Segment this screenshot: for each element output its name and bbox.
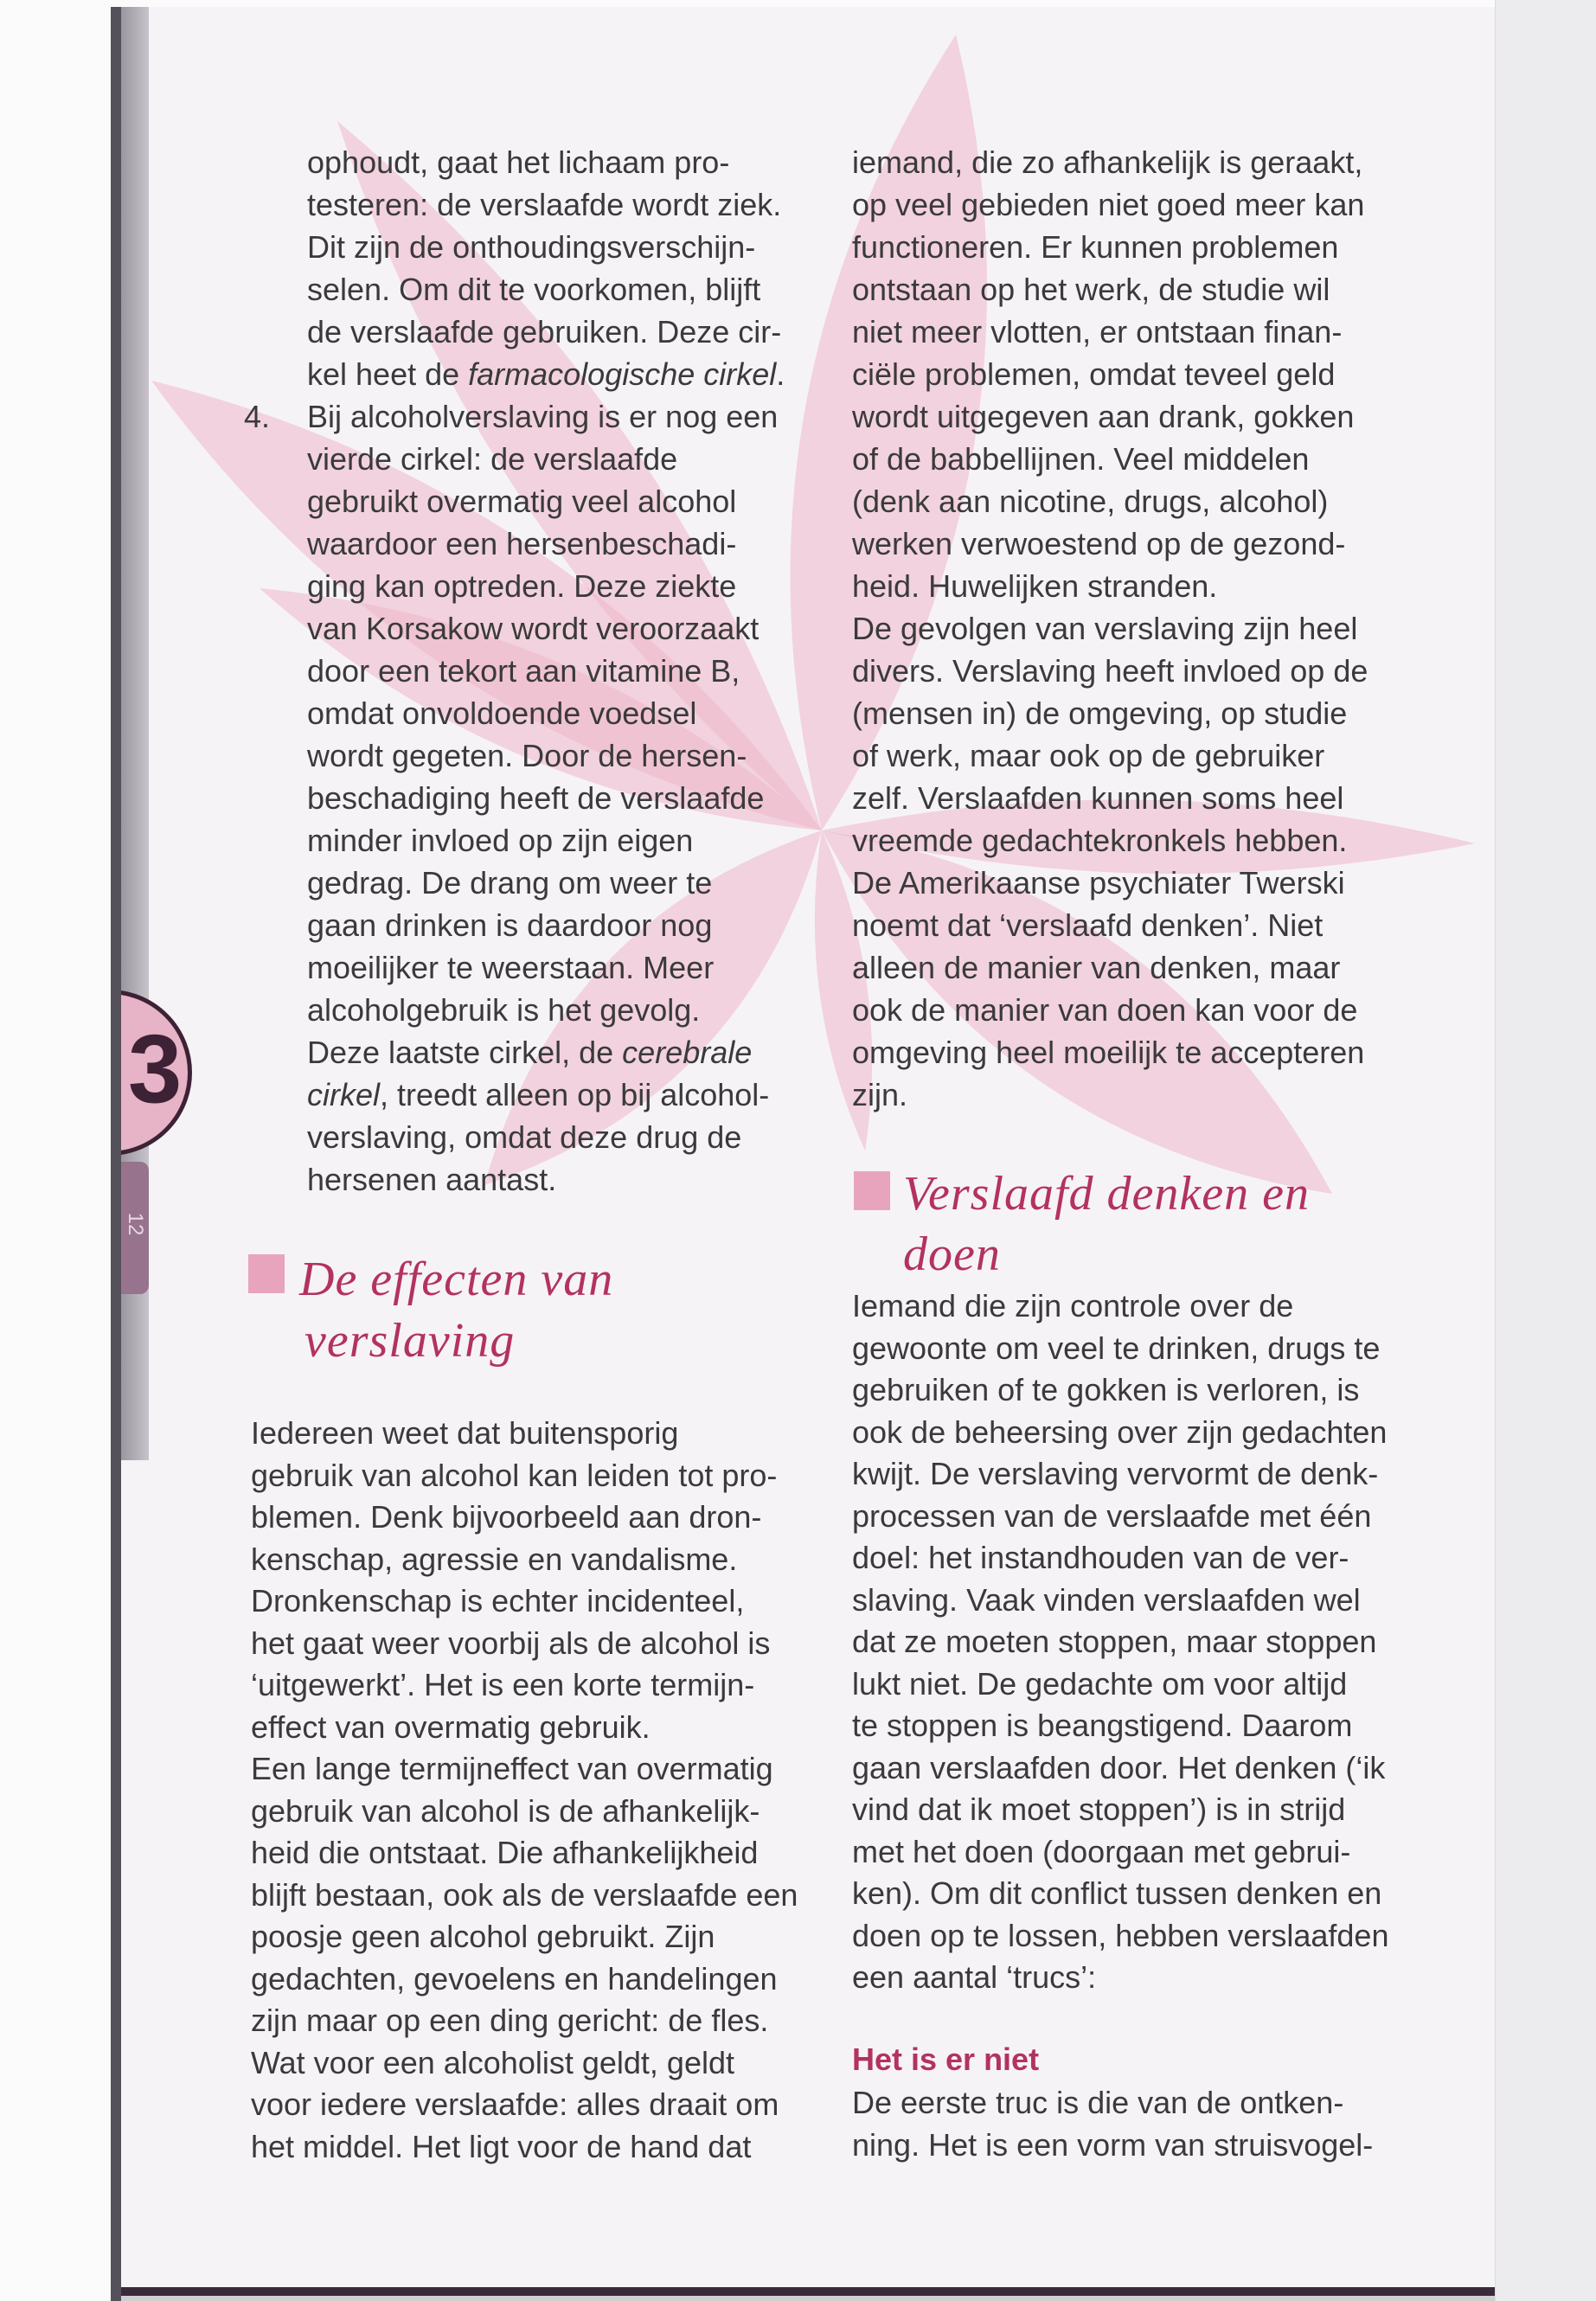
paragraph-text: Bij alcoholverslaving is er nog een vierde cirkel: de verslaafde gebruikt overmatig veel alcohol waardoor een hersenbeschadi- ging kan optreden. Deze ziekte van Korsakow wordt veroorzaakt door een tekort aan vitamine B, omdat onvoldoende voedsel wordt gegeten. Door de hersen- beschadiging heeft de verslaafde minder invloed op zijn eigen gedrag. De drang om weer te gaan drinken is daardoor nog moeilijker te weerstaan. Meer alcoholgebruik is het gevolg. Deze laatste cirkel, de xyxy=(307,399,779,1070)
italic-term: farmacologische cirkel xyxy=(468,356,777,392)
book-spine-edge xyxy=(111,7,121,2301)
section-heading-line1: De effecten van xyxy=(299,1253,614,1306)
paragraph-text: , treedt alleen op bij alcohol- verslaving, omdat deze drug de hersenen aantast. xyxy=(307,1077,770,1197)
right-body-text: Iemand die zijn controle over de gewoonte om veel te drinken, drugs te gebruiken of te gokken is verloren, is ook de beheersing over zijn gedachten kwijt. De verslaving vervormt de denk- processen van de verslaafde met één doel: het instandhouden van de ver- slaving. Vaak vinden verslaafden wel dat ze moeten stoppen, maar stoppen lukt niet. De gedachte om voor altijd te stoppen is beangstigend. Daarom gaan verslaafden door. Het denken (‘ik vind dat ik moet stoppen’) is in strijd met het doen (doorgaan met gebrui- ken). Om dit conflict tussen denken en doen op te lossen, hebben verslaafden een aantal ‘trucs’: xyxy=(852,1288,1389,1995)
right-body-top-text: iemand, die zo afhankelijk is geraakt, op veel gebieden niet goed meer kan functioneren. Er kunnen problemen ontstaan op het werk, de studie wil niet meer vlotten, er ontstaan finan- ciële problemen, omdat teveel geld wordt uitgegeven aan drank, gokken of de babbellijnen. Veel middelen (denk aan nicotine, drugs, alcohol) werken verwoestend op de gezond- heid. Huwelijken stranden. De gevolgen van verslaving zijn heel divers. Verslaving heeft invloed op de (mensen in) de omgeving, op studie of werk, maar ook op de gebruiker zelf. Verslaafden kunnen soms heel vreemde gedachtekronkels hebben. De Amerikaanse psychiater Twerski noemt dat ‘verslaafd denken’. Niet alleen de manier van denken, maar ook de manier van doen kan voor de omgeving heel moeilijk te accepteren zijn. xyxy=(852,144,1368,1112)
paragraph-text: . xyxy=(776,356,785,392)
paragraph-text: ophoudt, gaat het lichaam pro- testeren: de verslaafde wordt ziek. Dit zijn de onthoudingsverschijn- selen. Om dit te voorkomen, blijft de verslaafde gebruiken. Deze cir- kel heet de xyxy=(307,144,782,392)
list-number: 4. xyxy=(244,399,271,434)
scan-margin-bottom xyxy=(121,2296,1495,2301)
left-body-text: Iedereen weet dat buitensporig gebruik van alcohol kan leiden tot pro- blemen. Denk bijvoorbeeld aan dron- kenschap, agressie en vandalisme. Dronkenschap is echter incidenteel, het gaat weer voorbij als de alcohol is ‘uitgewerkt’. Het is een korte termijn- effect van overmatig gebruik. Een lange termijneffect van overmatig gebruik van alcohol is de afhankelijk- heid die ontstaat. Die afhankelijkheid blijft bestaan, ook als de verslaafde een poosje geen alcohol gebruikt. Zijn gedachten, gevoelens en handelingen zijn maar op een ding gericht: de fles. Wat voor een alcoholist geldt, geldt voor iedere verslaafde: alles draait om het middel. Het ligt voor de hand dat xyxy=(251,1415,798,2164)
section-heading-marker xyxy=(248,1254,285,1293)
italic-term: cerebrale cirkel xyxy=(307,1035,753,1112)
list-item-4 xyxy=(307,395,778,1201)
chapter-number: 3 xyxy=(128,1015,183,1123)
page-bottom-rule xyxy=(121,2287,1495,2296)
subheading: Het is er niet xyxy=(852,2041,1040,2077)
section-heading-line2: doen xyxy=(903,1227,1001,1281)
next-chapter-number: 12 xyxy=(124,1212,147,1236)
section-heading-line2: verslaving xyxy=(304,1314,516,1368)
subheading-body-text: De eerste truc is die van de ontken- ning. Het is een vorm van struisvogel- xyxy=(852,2085,1374,2163)
next-chapter-tab xyxy=(121,1162,149,1294)
section-heading-line1: Verslaafd denken en xyxy=(903,1167,1310,1221)
list-continuation xyxy=(307,141,785,395)
section-heading-marker xyxy=(854,1171,890,1210)
